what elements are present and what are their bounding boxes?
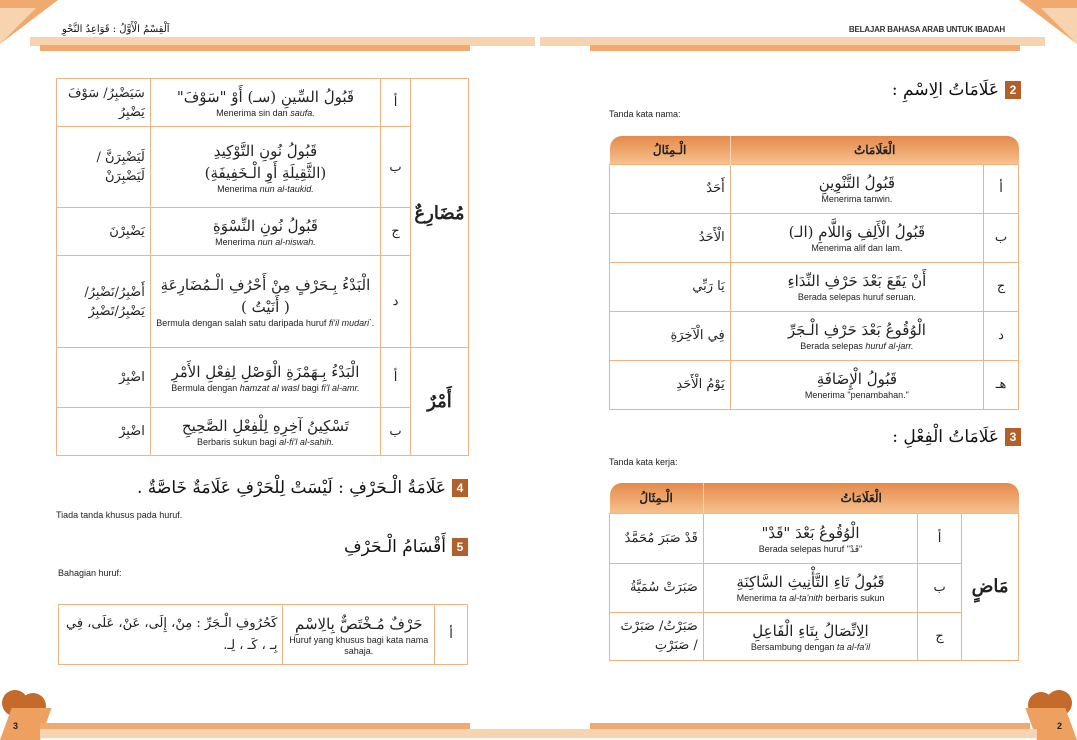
sign-latin: Bersambung dengan ta al-fa'il xyxy=(750,641,871,652)
example-cell: أَحَدٌ xyxy=(610,164,731,213)
sign-arabic: حَرْفٌ مُـخْتَصٌّ بِالِاسْمِ xyxy=(295,614,423,633)
sign-latin: Berada selepas huruf al-jarr. xyxy=(800,341,914,351)
sign-arabic: الْبَدْءُ بِـحَرْفٍ مِنْ أَحْرُفِ الْـمُضَارِعَةِ xyxy=(160,276,371,294)
table-row xyxy=(610,213,1019,262)
header-signs: الْعَلَامَاتُ xyxy=(730,136,1018,164)
sign-cell xyxy=(150,208,380,256)
sign-cell xyxy=(150,127,380,208)
sign-cell xyxy=(703,612,917,660)
example-cell: فِي الْآخِرَةِ xyxy=(610,311,731,360)
particle-divisions-table xyxy=(58,604,468,665)
row-letter: ج xyxy=(984,262,1019,311)
section-title: أَقْسَامُ الْـحَرْفِ xyxy=(344,537,446,557)
section-4-heading xyxy=(137,478,468,498)
example-cell: صَبَرْتُ/ صَبَرْتَ / صَبَرْتِ xyxy=(610,612,704,660)
table-row xyxy=(57,208,469,256)
table-row xyxy=(610,262,1019,311)
sign-cell xyxy=(150,348,380,408)
row-letter: أ xyxy=(984,164,1019,213)
row-letter: ب xyxy=(381,127,411,208)
row-letter: ب xyxy=(381,408,411,456)
sign-cell xyxy=(730,213,983,262)
example-cell: يَوْمُ الْأَحَدِ xyxy=(610,360,731,409)
page-number-left: 3 xyxy=(13,721,19,731)
sign-cell xyxy=(150,408,380,456)
section-number-badge: 2 xyxy=(1005,81,1021,99)
table-header-row xyxy=(610,136,1019,164)
table-row xyxy=(57,79,469,127)
table-row xyxy=(610,311,1019,360)
sign-latin: Menerima ta al-ta'nith berbaris sukun xyxy=(736,593,885,603)
sign-cell xyxy=(150,256,380,348)
sign-cell xyxy=(730,360,983,409)
row-letter: ب xyxy=(918,563,962,612)
sign-latin: Berbaris sukun bagi al-fi'l al-sahih. xyxy=(197,437,334,447)
row-letter: ج xyxy=(381,208,411,256)
header-signs: الْعَلَامَاتُ xyxy=(703,483,1018,513)
sign-arabic: قَبُولُ السِّينِ (سـ) أَوْ "سَوْفَ" xyxy=(176,88,355,106)
table-row xyxy=(610,360,1019,409)
sign-arabic-line2: ( أَنَيْتُ ) xyxy=(241,298,290,316)
row-letter: ب xyxy=(984,213,1019,262)
sign-cell xyxy=(703,513,917,563)
sign-arabic: الِاتِّصَالُ بِتَاءِ الْفَاعِلِ xyxy=(752,621,869,640)
sign-latin: Berada selepas huruf "قَدْ" xyxy=(758,543,863,554)
table-row xyxy=(610,513,1019,563)
example-cell: أَضْبِرُ/نَضْبِرُ/ يَضْبِرُ/تَضْبِرُ xyxy=(57,256,151,348)
sign-arabic: تَسْكِينُ آخِرِهِ لِلْفِعْلِ الصَّحِيحِ xyxy=(181,417,349,435)
row-letter: ج xyxy=(918,612,962,660)
header-example: الْـمِثَالُ xyxy=(610,483,704,513)
sign-arabic-line2: (الثَّقِيلَةِ أَوِ الْـخَفِيفَةِ) xyxy=(204,163,327,182)
section-3-caption: Tanda kata kerja: xyxy=(609,457,678,467)
row-letter: أ xyxy=(435,605,468,665)
example-cell: صَبَرَتْ سُمَيَّةُ xyxy=(610,563,704,612)
row-letter: أ xyxy=(918,513,962,563)
example-cell: لَيَضْبِرَنَّ / لَيَضْبِرَنْ xyxy=(57,127,151,208)
sign-cell xyxy=(730,262,983,311)
sign-cell xyxy=(730,311,983,360)
sign-latin: Menerima alif dan lam. xyxy=(811,243,903,253)
example-cell: قَدْ صَبَرَ مُحَمَّدٌ xyxy=(610,513,704,563)
sign-arabic: أَنْ يَقَعَ بَعْدَ حَرْفِ النِّدَاءِ xyxy=(787,272,927,290)
section-5-heading xyxy=(344,537,468,557)
category-madi: مَاضٍ xyxy=(962,513,1019,660)
sign-arabic: قَبُولُ التَّنْوِينِ xyxy=(818,174,896,192)
example-cell: اضْبِرْ xyxy=(57,408,151,456)
verb-signs-table xyxy=(56,78,469,456)
sign-arabic: قَبُولُ الْإِضَافَةِ xyxy=(816,370,898,388)
sign-arabic: قَبُولُ الْأَلِفِ وَاللَّامِ (الـ) xyxy=(788,223,926,241)
example-cell: سَيَضْبِرُ/ سَوْفَ يَضْبِرُ xyxy=(57,79,151,127)
section-title: عَلَامَاتُ الْفِعْلِ : xyxy=(892,427,999,447)
row-letter: د xyxy=(381,256,411,348)
row-letter: أ xyxy=(381,79,411,127)
sign-arabic: الْوُقُوعُ بَعْدَ "قَدْ" xyxy=(761,523,860,542)
sign-cell xyxy=(730,164,983,213)
page-number-right: 2 xyxy=(1057,721,1063,731)
example-cell: اضْبِرْ xyxy=(57,348,151,408)
noun-signs-table xyxy=(609,136,1019,410)
sign-cell xyxy=(150,79,380,127)
sign-latin: Bermula dengan hamzat al wasl bagi fi'l al-amr. xyxy=(171,383,360,393)
table-row xyxy=(57,256,469,348)
table-row xyxy=(57,127,469,208)
table-row xyxy=(610,164,1019,213)
table-header-row xyxy=(610,483,1019,513)
sign-arabic: قَبُولُ نُونِ التَّوْكِيدِ xyxy=(213,141,318,160)
section-5-caption: Bahagian huruf: xyxy=(58,568,122,578)
example-cell: يَا رَبِّي xyxy=(610,262,731,311)
section-title: عَلَامَاتُ الِاسْمِ : xyxy=(891,80,999,100)
sign-latin: Menerima nun al-taukid. xyxy=(217,183,314,194)
section-number-badge: 3 xyxy=(1005,428,1021,446)
sign-latin: Menerima sin dan saufa. xyxy=(216,108,315,118)
header-chapter-title: اَلْقِسْمُ الْأَوَّلُ : قَوَاعِدُ النَّحْوِ xyxy=(62,24,170,35)
sign-arabic: قَبُولُ تَاءِ التَّأْنِيثِ السَّاكِنَةِ xyxy=(736,573,885,591)
example-cell: يَضْبِرْنَ xyxy=(57,208,151,256)
table-row xyxy=(610,612,1019,660)
example-cell: كَحُرُوفِ الْـجَرِّ : مِنْ، إِلَى، عَنْ، عَلَى، فِي بِـ ، كَـ ، لِـ. xyxy=(59,605,283,665)
section-2-caption: Tanda kata nama: xyxy=(609,109,681,119)
sign-latin: Bermula dengan salah satu daripada huruf fi'il mudari`. xyxy=(156,318,375,328)
category-mudari: مُضَارِعٌ xyxy=(411,79,469,348)
sign-latin: Menerima nun al-niswah. xyxy=(215,237,316,247)
sign-arabic: قَبُولُ نُونِ النِّسْوَةِ xyxy=(212,217,318,235)
sign-latin: Berada selepas huruf seruan. xyxy=(797,292,916,302)
example-cell: الْأَحَدُ xyxy=(610,213,731,262)
sign-arabic: الْوُقُوعُ بَعْدَ حَرْفِ الْـجَرِّ xyxy=(787,321,926,339)
table-row xyxy=(57,408,469,456)
sign-cell xyxy=(283,605,435,665)
verb-past-signs-table xyxy=(609,483,1019,661)
section-2-heading xyxy=(892,80,1021,100)
sign-latin: Huruf yang khusus bagi kata nama sahaja. xyxy=(289,634,429,656)
sign-latin: Menerima "penambahan." xyxy=(804,390,909,400)
header-example: الْـمِثَالُ xyxy=(610,136,731,164)
sign-arabic: الْبَدْءُ بِـهَمْزَةِ الْوَصْلِ لِفِعْلِ الأَمْرِ xyxy=(171,363,360,381)
table-row xyxy=(610,563,1019,612)
section-3-heading xyxy=(892,427,1021,447)
table-row xyxy=(57,348,469,408)
row-letter: هـ xyxy=(984,360,1019,409)
sign-latin: Menerima tanwin. xyxy=(821,194,893,204)
section-4-caption: Tiada tanda khusus pada huruf. xyxy=(56,510,183,520)
category-amr: أَمْرٌ xyxy=(411,348,469,456)
sign-cell xyxy=(703,563,917,612)
section-title: عَلَامَةُ الْـحَرْفِ : لَيْسَتْ لِلْحَرْفِ عَلَامَةٌ خَاصَّةٌ . xyxy=(136,478,446,498)
table-row xyxy=(59,605,468,665)
section-number-badge: 5 xyxy=(452,538,468,556)
section-number-badge: 4 xyxy=(452,479,468,497)
row-letter: د xyxy=(984,311,1019,360)
header-book-title: BELAJAR BAHASA ARAB UNTUK IBADAH xyxy=(848,25,1005,34)
row-letter: أ xyxy=(381,348,411,408)
